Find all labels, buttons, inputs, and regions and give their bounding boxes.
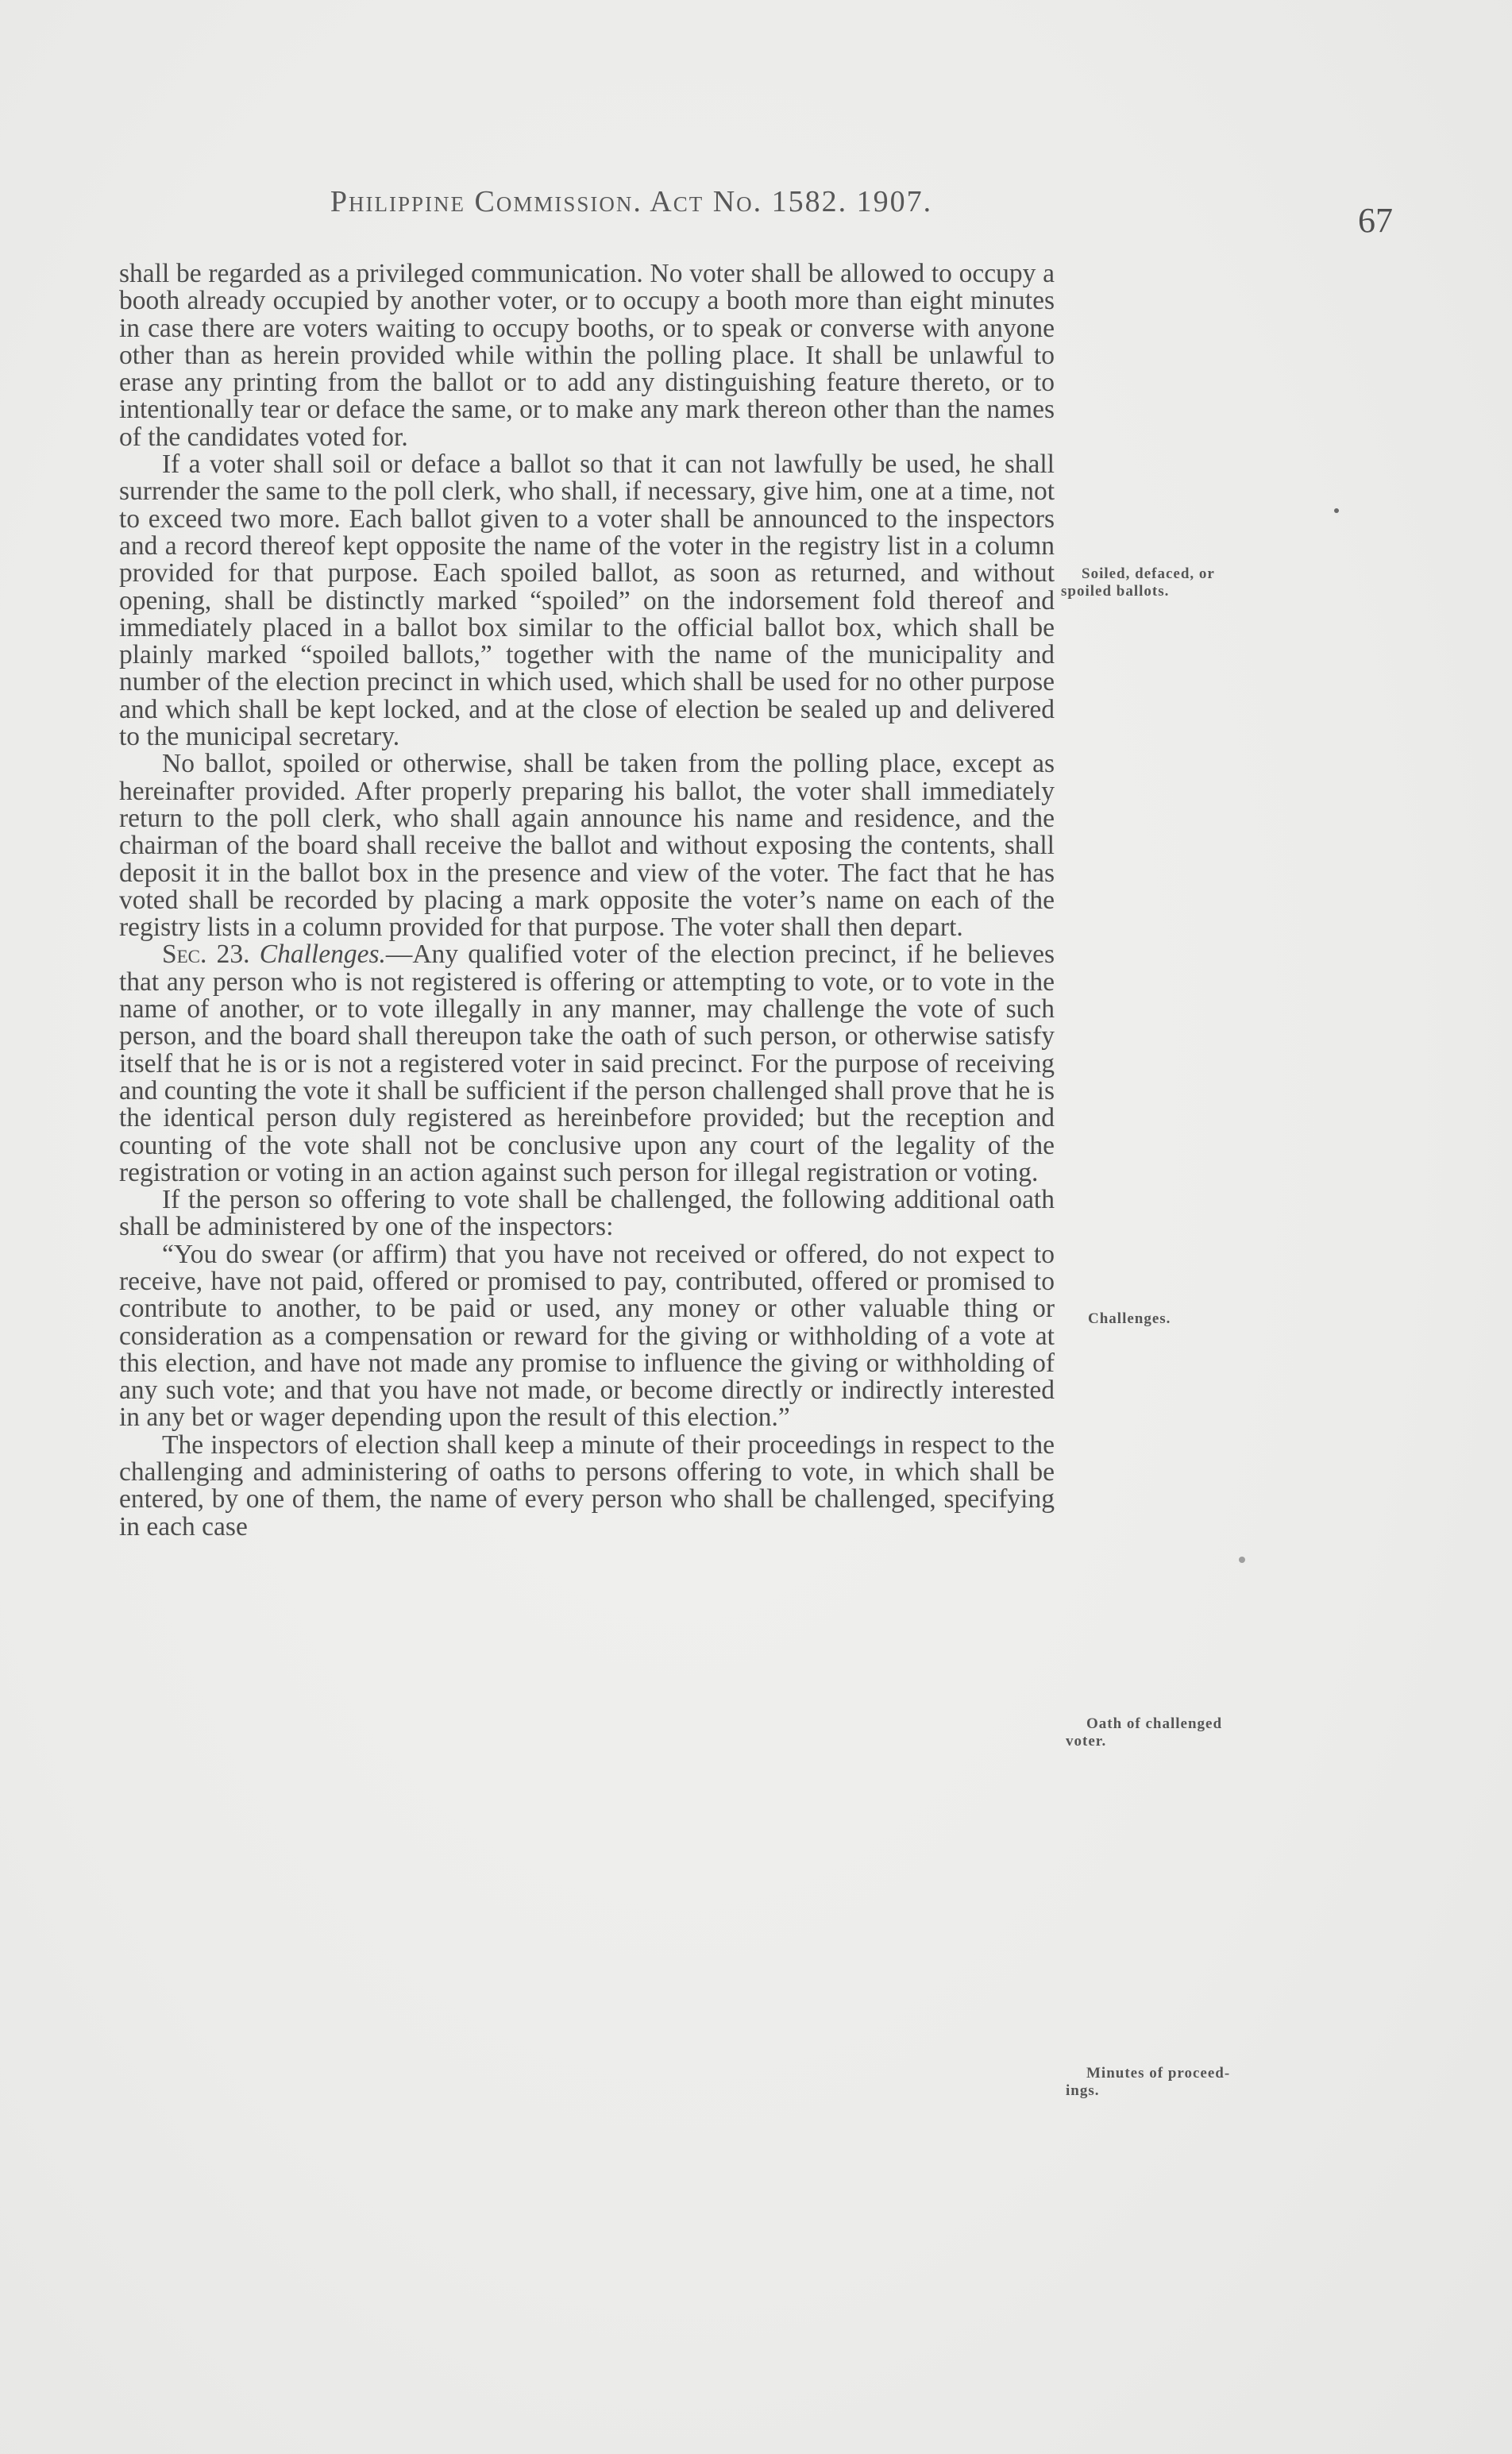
body-text (119, 260, 1055, 1541)
margin-note-line: Oath of challenged (1086, 1715, 1223, 1732)
running-head: Philippine Commission. Act No. 1582. 1907. (330, 185, 933, 218)
section-heading: Challenges. (259, 940, 386, 970)
margin-note-line: voter. (1066, 1733, 1107, 1750)
margin-note-line: Soiled, defaced, or (1082, 565, 1215, 582)
paragraph-3: No ballot, spoiled or otherwise, shall be taken from the polling place, except as hereinafter provided. After properly preparing his ballot, the voter shall immediately return to the poll clerk, who shall again announce his name and residence, and the chairman of the board shall receive the ballot and without exposing the contents, shall deposit it in the ballot box in the presence and view of the voter. The fact that he has voted shall be recorded by placing a mark opposite the voter’s name on each of the registry lists in a column provided for that purpose. The voter shall then depart. (119, 749, 1055, 943)
paragraph-oath-intro: If the person so offering to vote shall be challenged, the following additional oath shall be administered by one of the inspectors: (119, 1185, 1055, 1242)
margin-note-line: Challenges. (1088, 1310, 1171, 1327)
margin-note-oath-of-challenged-voter (1066, 1715, 1320, 1750)
margin-note-line: Minutes of proceed- (1086, 2065, 1231, 2082)
paragraph-minutes: The inspectors of election shall keep a minute of their proceedings in respect to the challenging and administering of oaths to persons offering to vote, in which shall be entered, by one of them, the name of every person who shall be challenged, specifying in each case (119, 1430, 1055, 1541)
section-body: —Any qualified voter of the election precinct, if he believes that any person who is not registered is offering or attempting to vote, or to vote in the name of another, or to vote illegally in any manner, may challenge the vote of such person, and the board shall thereupon take the oath of such person, or otherwise satisfy itself that he is or is not a registered voter in said precinct. For the purpose of receiving and counting the vote it shall be sufficient if the person challenged shall prove that he is the identical person duly registered as hereinbefore provided; but the reception and counting of the vote shall not be conclusive upon any court of the legality of the registration or voting in an action against such person for illegal registration or voting. (119, 940, 1055, 1187)
margin-note-challenges (1088, 1310, 1342, 1328)
margin-note-soiled-ballots (1061, 565, 1315, 600)
margin-note-minutes-of-proceedings (1066, 2065, 1320, 2100)
paragraph-oath-text: “You do swear (or affirm) that you have not received or offered, do not expect to receive, have not paid, offered or promised to pay, contributed, offered or promised to contribute to another, to be paid or used, any money or other valuable thing or consideration as a compensation or reward for the giving or withholding of a vote at this election, and have not made any promise to influence the giving or withholding of any such vote; and that you have not made, or become directly or indirectly interested in any bet or wager depending upon the result of this election.” (119, 1239, 1055, 1433)
margin-note-line: ings. (1066, 2082, 1100, 2099)
paragraph-2: If a voter shall soil or deface a ballot so that it can not lawfully be used, he shall surrender the same to the poll clerk, who shall, if necessary, give him, one at a time, not to exceed two more. Each ballot given to a voter shall be announced to the inspectors and a record thereof kept opposite the name of the voter in the registry list in a column provided for that purpose. Each spoiled ballot, as soon as returned, and without opening, shall be distinctly marked “spoiled” on the indorsement fold thereof and immediately placed in a ballot box similar to the official ballot box, which shall be plainly marked “spoiled ballots,” together with the name of the municipality and number of the election precinct in which used, which shall be used for no other purpose and which shall be kept locked, and at the close of election be sealed up and delivered to the municipal secretary. (119, 450, 1055, 752)
section-number: Sec. 23. (162, 940, 250, 970)
paper-speck (1239, 1557, 1245, 1563)
paper-speck (1334, 508, 1339, 513)
paragraph-1: shall be regarded as a privileged communication. No voter shall be allowed to occupy a booth already occupied by another voter, or to occupy a booth more than eight minutes in case there are voters waiting to occupy booths, or to speak or converse with anyone other than as herein provided while within the polling place. It shall be unlawful to erase any printing from the ballot or to add any distinguishing feature thereto, or to intentionally tear or deface the same, or to make any mark thereon other than the names of the candidates voted for. (119, 259, 1055, 452)
margin-note-line: spoiled ballots. (1061, 583, 1170, 600)
page-number: 67 (1358, 201, 1393, 240)
section-23-paragraph (119, 941, 1055, 1186)
